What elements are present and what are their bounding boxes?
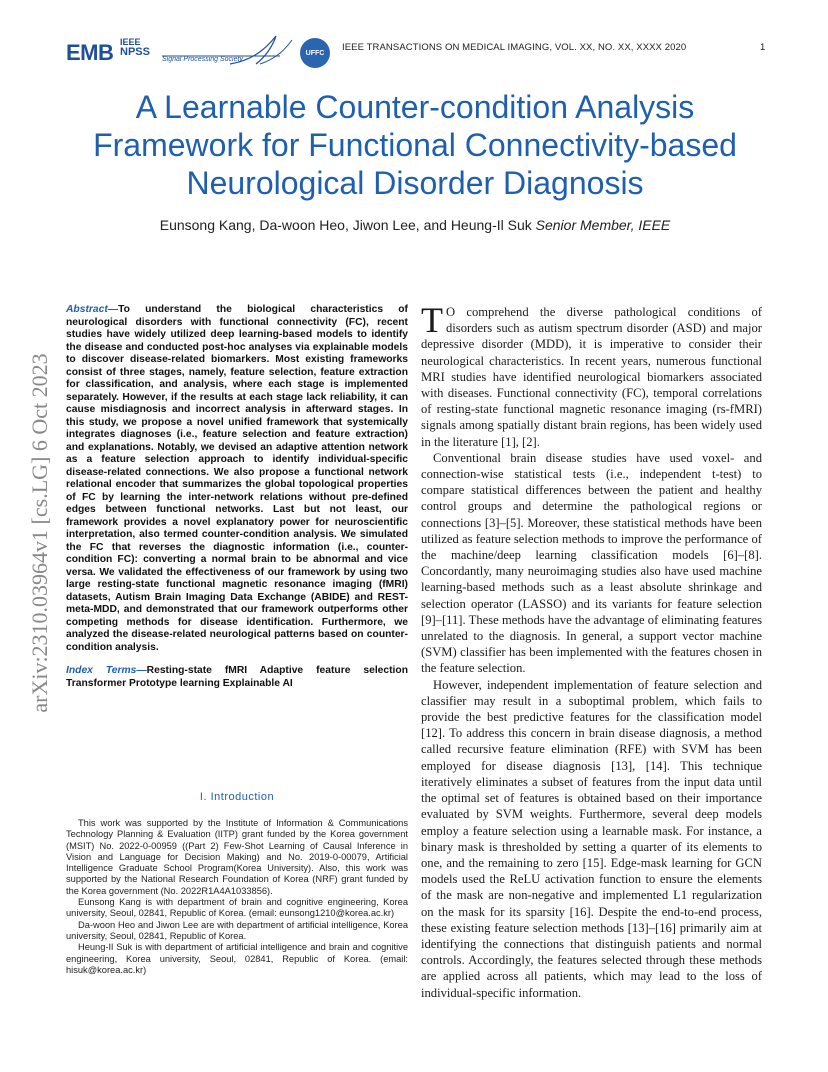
footnote-affiliation: Eunsong Kang is with department of brain and cognitive engineering, Korea university, Seoul, 02841, Republic of Korea. (email: eunsong1210@korea.ac.kr) bbox=[66, 897, 408, 919]
drop-cap: T bbox=[421, 300, 443, 340]
abstract-block bbox=[66, 304, 408, 690]
footnotes bbox=[66, 818, 408, 976]
intro-p1-text: O comprehend the diverse pathological conditions of disorders such as autism spectrum disorder (ASD) and major depressive disorder (MDD), it is imperative to consider their neurological characteristics. In recent years, numerous functional MRI studies have identified neurological biomarkers associated with diseases. Functional connectivity (FC), temporal correlations of resting-state functional magnetic resonance imaging (rs-fMRI) signals among spatially distant brain regions, has been widely used in the literature [1], [2]. bbox=[421, 305, 762, 449]
abstract-label: Abstract— bbox=[66, 304, 119, 315]
npss-logo-text: NPSS bbox=[120, 46, 150, 58]
author-list bbox=[40, 217, 790, 233]
index-terms-label: Index Terms— bbox=[66, 665, 147, 676]
ieee-npss-logo bbox=[120, 38, 150, 58]
index-terms bbox=[66, 665, 408, 690]
abstract-paragraph bbox=[66, 304, 408, 654]
title-line: Neurological Disorder Diagnosis bbox=[186, 165, 644, 201]
page-number: 1 bbox=[760, 42, 766, 53]
footnote-affiliation: Da-woon Heo and Jiwon Lee are with department of artificial intelligence, Korea university, Seoul, 02841, Republic of Korea. bbox=[66, 919, 408, 941]
title-line: Framework for Functional Connectivity-based bbox=[93, 127, 737, 163]
intro-paragraph: Conventional brain disease studies have used voxel- and connection-wise statistical tests (i.e., independent t-test) to compare statistical differences between the patient and healthy control groups and determine the pathological regions or connections [3]–[5]. Moreover, these statistical methods have been utilized as feature selection methods to improve the performance of the machine/deep learning classification models [6]–[8]. Concordantly, many neuroimaging studies also have used machine learning-based methods such as a least absolute shrinkage and selection operator (LASSO) and its variants for feature selection [9]–[11]. These methods have the advantage of eliminating features unrelated to the diagnosis. In general, a support vector machine (SVM) classifier has been implemented with the features chosen in the feature selection. bbox=[421, 450, 762, 676]
uffc-logo: UFFC bbox=[300, 38, 330, 68]
footnote-affiliation: Heung-Il Suk is with department of artificial intelligence and brain and cognitive engineering, Korea university, Seoul, 02841, Republic of Korea. (email: hisuk@korea.ac.kr) bbox=[66, 942, 408, 975]
intro-paragraph: However, independent implementation of feature selection and classifier may result in a suboptimal problem, which fails to provide the best predictive features for the classification model [12]. To address this concern in brain disease diagnosis, a method called recursive feature elimination (RFE) with SVM has been employed for disease diagnosis [13], [14]. This technique iteratively eliminates a subset of features from the input data until the optimal set of features is obtained based on their importance evaluated by SVM weights. Furthermore, several deep models employ a feature selection using a learnable mask. For instance, a binary mask is thresholded by setting a quarter of its elements to one, and the remaining to zero [15]. Edge-mask learning for GCN models used the ReLU activation function to ensure the elements of the mask are non-negative and implemented L1 regularization on the mask for its sparsity [16]. Despite the end-to-end process, these existing feature selection methods [13]–[16] primarily aim at identifying the connections that distinguish patients and normal controls. Accordingly, the features selected through these methods are applied across all patients, which may lead to the loss of individual-specific information. bbox=[421, 677, 762, 1000]
abstract-text: To understand the biological characteristics of neurological disorders with functional connectivity (FC), recent studies have widely utilized deep learning-based models to identify the disease and conducted post-hoc analyses via explainable models to discover disease-related biomarkers. Most existing frameworks consist of three stages, namely, feature selection, feature extraction for classification, and analysis, where each stage is implemented separately. However, if the results at each stage lack reliability, it can cause misdiagnosis and incorrect analysis in afterward stages. In this study, we propose a novel unified framework that systemically integrates diagnoses (i.e., feature selection and feature extraction) and explanations. Notably, we devised an adaptive attention network as a feature selection approach to identify individual-specific disease-related connections. We also propose a functional network relational encoder that summarizes the global topological properties of FC by learning the inter-network relations without pre-defined edges between functional networks. Last but not least, our framework provides a novel explanatory power for neuroscientific interpretation, also termed counter-condition analysis. We simulated the FC that reverses the diagnostic information (i.e., counter-condition FC): converting a normal brain to be abnormal and vice versa. We validated the effectiveness of our framework by using two large resting-state functional magnetic resonance imaging (fMRI) datasets, Autism Brain Imaging Data Exchange (ABIDE) and REST-meta-MDD, and demonstrated that our framework outperforms other competing methods for disease identification. Furthermore, we analyzed the disease-related neurological patterns based on counter-condition analysis. bbox=[66, 304, 408, 653]
introduction-body bbox=[421, 300, 762, 1001]
intro-paragraph bbox=[421, 300, 762, 450]
author-names: Eunsong Kang, Da-woon Heo, Jiwon Lee, and Heung-Il Suk bbox=[159, 217, 532, 233]
ieee-logo-text: IEEE bbox=[120, 37, 141, 47]
sps-logo-text: Signal Processing Society bbox=[162, 56, 243, 63]
arxiv-stamp: arXiv:2310.03964v1 [cs.LG] 6 Oct 2023 bbox=[27, 353, 52, 713]
author-membership: Senior Member, IEEE bbox=[535, 217, 671, 233]
paper-title bbox=[40, 88, 790, 202]
footnote-funding: This work was supported by the Institute of Information & Communications Technology Planning & Evaluation (IITP) grant funded by the Korea government (MSIT) No. 2022-0-00959 ((Part 2) Few-Shot Learning of Causal Inference in Vision and Language for Decision Making) and No. 2019-0-00079, Artificial Intelligence Graduate School Program(Korea University). Also, this work was supported by the National Research Foundation of Korea (NRF) grant funded by the Korea government (No. 2022R1A4A1033856). bbox=[66, 818, 408, 896]
title-line: A Learnable Counter-condition Analysis bbox=[135, 89, 695, 125]
section-heading: I. Introduction bbox=[199, 791, 275, 803]
emb-logo: EMB bbox=[66, 40, 114, 65]
running-head: IEEE TRANSACTIONS ON MEDICAL IMAGING, VOL. XX, NO. XX, XXXX 2020 bbox=[342, 42, 687, 53]
index-terms-text: Resting-state fMRI Adaptive feature selection Transformer Prototype learning Explainable AI bbox=[66, 665, 409, 689]
